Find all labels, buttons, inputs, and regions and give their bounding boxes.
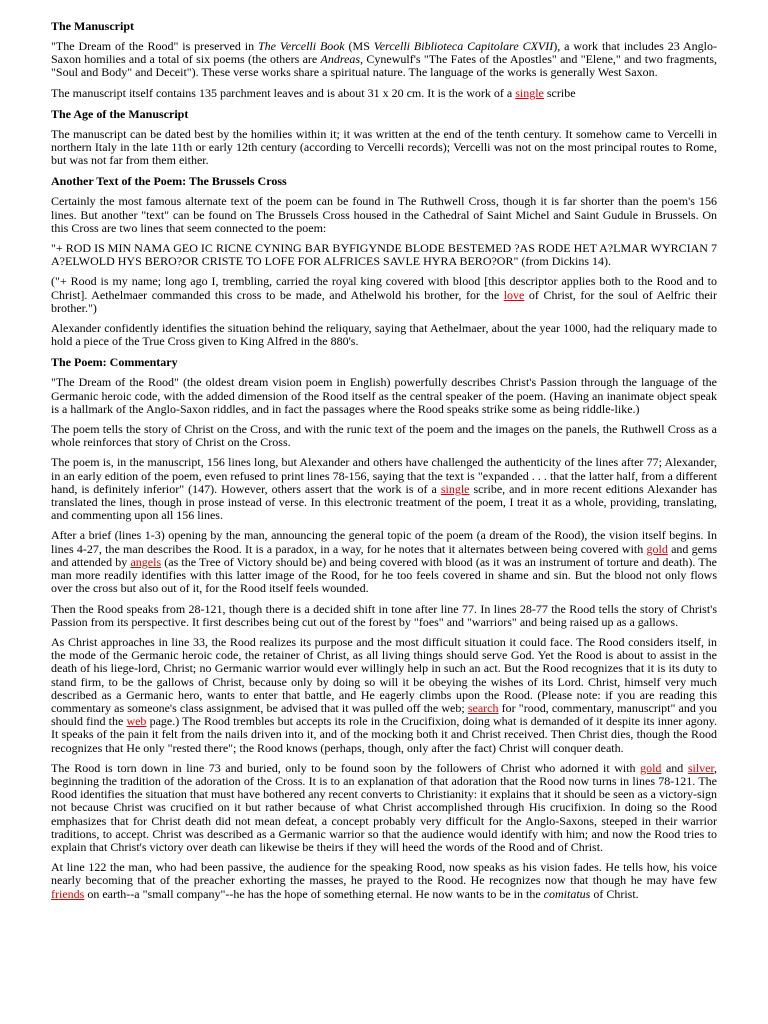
heading-manuscript: The Manuscript <box>51 19 135 33</box>
text-run: , Cynewulf's "The Fates of the Apostles" and "Elene," and two fragments, "Soul and Body" and Deceit"). These verse works share a spiritual nature. The language of the works is generally West Saxon. <box>51 52 717 80</box>
link-single[interactable]: single <box>440 481 470 496</box>
link-angels[interactable]: angels <box>130 554 162 569</box>
text-run: After a brief (lines 1-3) opening by the man, announcing the general topic of the poem (a dream of the Rood), the vision itself begins. In lines 4-27, the man describes the Rood. It is a paradox, in a way, for he notes that it alternates between being covered with <box>51 528 717 556</box>
text-run: The Rood is torn down in line 73 and buried, only to be found soon by the followers of Christ who adorned it with <box>51 760 641 775</box>
link-single[interactable]: single <box>515 85 544 100</box>
link-gold[interactable]: gold <box>646 541 668 556</box>
document-page <box>51 19 717 908</box>
paragraph <box>51 762 717 854</box>
text-run: , beginning the tradition of the adoration of the Cross. It is to an explanation of that adoration that the Rood now turns in lines 78-121. The Rood identifies the situation that must have bothered any recent converts to Christianity: it explains that it should be seen as a victory-sign not because Christ was crucified on it but rather because of what Christ accomplished through His crucifixion. In doing so the Rood emphasizes that for Christ death did not mean defeat, a concept probably very difficult for the Anglo-Saxons, steeped in their warrior traditions, to accept. Christ was described as a Germanic warrior so that the audience would identify with him; and now the Rood tries to explain that Christ's victory over death can likewise be theirs if they will heed the words of the Rood and of Christ. <box>51 760 718 854</box>
paragraph: The poem tells the story of Christ on the Cross, and with the runic text of the poem and the images on the panels, the Ruthwell Cross as a whole reinforces that story of Christ on the Cross. <box>51 422 717 450</box>
text-run: page.) The Rood trembles but accepts its role in the Crucifixion, doing what is demanded of it despite its inner agony. It speaks of the pain it felt from the nails driven into it, and of the mocking both it and Christ received. Then Christ dies, though the Rood recognizes that He only "rested there"; the Rood knows (perhaps, though, only after the fact) Christ will conquer death. <box>51 714 717 755</box>
italic-title: Vercelli Biblioteca Capitolare CXVII <box>373 39 554 53</box>
text-run: At line 122 the man, who had been passive, the audience for the speaking Rood, now speaks as his vision fades. He tells how, his voice nearly becoming that of the preacher exhorting the masses, he prayed to the Rood. He recognizes now that though he may have few <box>51 860 717 888</box>
heading-age: The Age of the Manuscript <box>51 106 189 121</box>
link-silver[interactable]: silver <box>687 760 715 775</box>
text-run: scribe, and in more recent editions Alexander has translated the lines, though in prose instead of verse. In this electronic treatment of the poem, I treat it as a whole, providing, translating, and commenting upon all 156 lines. <box>51 481 717 523</box>
text-run: ("+ Rood is my name; long ago I, trembling, carried the royal king covered with blood [this descriptor applies both to the Rood and to Christ]. Aethelmaer commanded this cross to be made, and Athelwold his brother, for the <box>51 274 717 302</box>
paragraph: Certainly the most famous alternate text of the poem can be found in The Ruthwell Cross, though it is far shorter than the poem's 156 lines. But another "text" can be found on The Brussels Cross housed in the Cathedral of Saint Michel and Saint Gudule in Brussels. On this Cross are two lines that seem connected to the poem: <box>51 194 717 235</box>
paragraph <box>51 529 717 595</box>
text-run: As Christ approaches in line 33, the Rood realizes its purpose and the most difficult situation it could face. The Rood considers itself, in the mode of the Germanic heroic code, the retainer of Christ, as all living things should serve God. Yet the Rood is about to assist in the death of his liege-lord, Christ; no Germanic warrior would ever willingly help in such an act. But the Rood recognizes that it is its duty to stand firm, to be the gallows of Christ, because only by doing so will it be obeying the wishes of its Lord. Christ, himself very much described as a Germanic hero, wants to enter that battle, and He eagerly climbs upon the Rood. (Please note: if you are reading this commentary as someone's class assignment, be advised that it was pulled off the web; <box>51 634 717 715</box>
text-run: for "rood, commentary, manuscript" and you should find the <box>51 700 718 729</box>
text-run: (as the Tree of Victory should be) and being covered with blood (as it was an instrument of torture and death). The man more readily identifies with this latter image of the Rood, for he too feels covered in shame and sin. But the blood not only flows over the cross but also out of it, for the Rood itself feels wounded. <box>51 554 717 596</box>
text-run: "The Dream of the Rood" is preserved in <box>51 39 258 53</box>
paragraph <box>51 861 717 901</box>
heading-brussels-cross: Another Text of the Poem: The Brussels Cross <box>51 174 287 189</box>
paragraph <box>51 40 717 80</box>
paragraph <box>51 636 717 755</box>
text-run: of Christ. <box>590 886 639 901</box>
link-friends[interactable]: friends <box>51 886 85 901</box>
paragraph: Then the Rood speaks from 28-121, though there is a decided shift in tone after line 77. In lines 28-77 the Rood tells the story of Christ's Passion from its perspective. It first describes being cut out of the forest by "foes" and "warriors" and being raised up as a gallows. <box>51 601 717 629</box>
link-love[interactable]: love <box>503 287 525 302</box>
paragraph: The manuscript can be dated best by the homilies within it; it was written at the end of the tenth century. It somehow came to Vercelli in northern Italy in the late 11th or early 12th century (according to Vercelli records); Vercelli was not on the most principal routes to Rome, but was not far from them either. <box>51 126 717 168</box>
paragraph <box>51 275 717 315</box>
paragraph <box>51 456 717 522</box>
italic-title: The Vercelli Book <box>257 39 345 53</box>
text-run: (MS <box>344 39 374 53</box>
text-run: and <box>661 760 688 775</box>
runic-inscription: "+ ROD IS MIN NAMA GEO IC RICNE CYNING BAR BYFIGYNDE BLODE BESTEMED ?AS RODE HET A?LMAR WYRCIAN 7 A?ELWOLD HYS BERO?OR CRISTE TO LOFE FOR ALFRICES SAVLE HYRA BERO?OR" (from Dickins 14). <box>51 241 717 269</box>
text-run: of Christ, for the soul of Aelfric their brother.") <box>51 287 717 315</box>
text-run: ), a work that includes 23 Anglo-Saxon homilies and a total of six poems (the others are <box>51 39 717 67</box>
link-search[interactable]: search <box>467 700 499 715</box>
text-run: The poem is, in the manuscript, 156 lines long, but Alexander and others have challenged the authenticity of the lines after 77; Alexander, in an early edition of the poem, even refused to print lines 78-156, saying that the text is "expanded . . . that the latter half, from a different hand, is definitely inferior" (147). However, others assert that the work is of a <box>51 455 717 496</box>
text-run: on earth--a "small company"--he has the hope of something eternal. He now wants to be in the <box>84 886 544 901</box>
text-run: scribe <box>543 85 576 100</box>
italic-term: comitatus <box>543 886 591 901</box>
paragraph <box>51 87 717 100</box>
text-run: The manuscript itself contains 135 parchment leaves and is about 31 x 20 cm. It is the work of a <box>51 85 516 100</box>
italic-title: Andreas <box>320 52 361 67</box>
link-web[interactable]: web <box>126 714 147 729</box>
paragraph: Alexander confidently identifies the situation behind the reliquary, saying that Aethelmaer, about the year 1000, had the reliquary made to hold a piece of the True Cross given to King Alfred in the 880's. <box>51 321 717 349</box>
paragraph: "The Dream of the Rood" (the oldest dream vision poem in English) powerfully describes Christ's Passion through the language of the Germanic heroic code, with the added dimension of the Rood itself as the central speaker of the poem. (Having an inanimate object speak is a hallmark of the Anglo-Saxon riddles, and in fact the passages where the Rood speaks strike some as being riddle-like.) <box>51 375 717 416</box>
text-run: and gems and attended by <box>51 541 717 569</box>
heading-commentary: The Poem: Commentary <box>51 355 178 370</box>
link-gold[interactable]: gold <box>640 760 662 775</box>
